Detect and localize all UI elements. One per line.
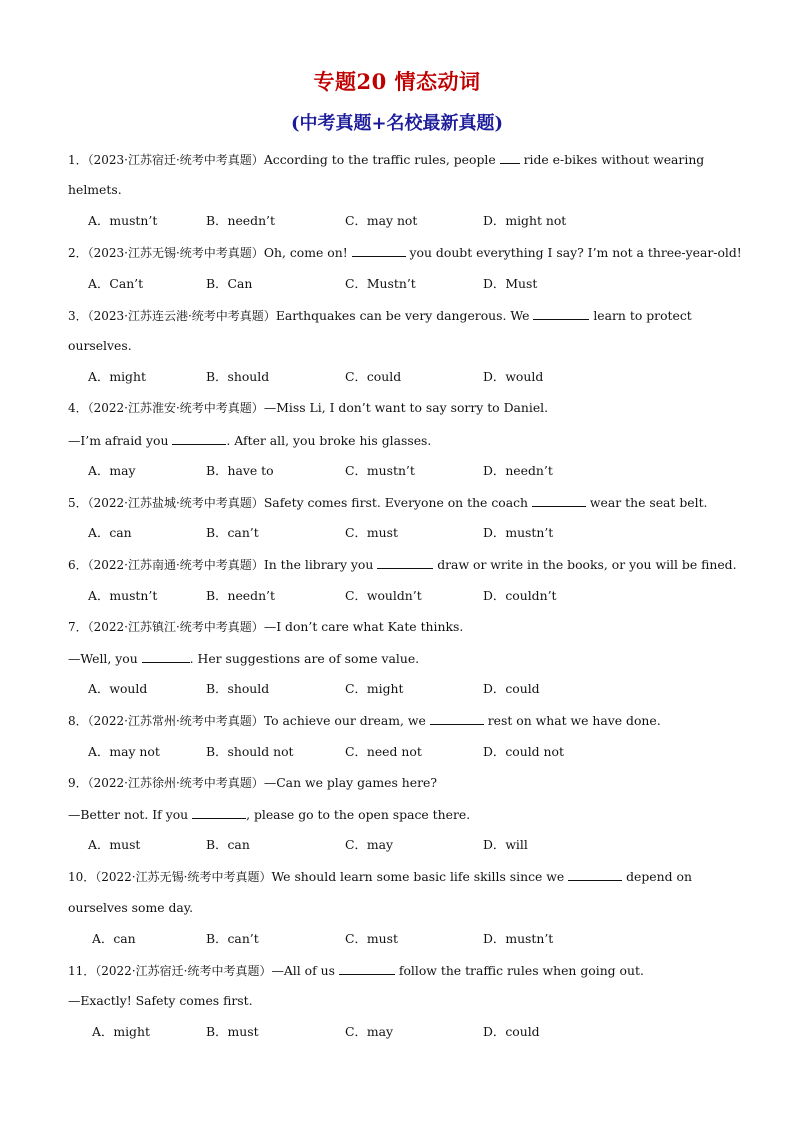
- question-source: 1．（2023·江苏宿迁·统考中考真题）: [68, 153, 264, 167]
- answer-blank: [430, 712, 484, 725]
- answer-blank: [339, 962, 395, 975]
- question-1-option-a: A．mustn’t: [88, 213, 158, 228]
- question-6-option-d: D．couldn’t: [483, 588, 557, 603]
- question-10-stem-cont: ourselves some day.: [68, 900, 194, 915]
- answer-blank: [192, 806, 246, 819]
- answer-blank: [533, 307, 589, 320]
- question-5-option-c: C．must: [345, 525, 398, 540]
- question-6-option-b: B．needn’t: [206, 588, 275, 603]
- question-2-option-c: C．Mustn’t: [345, 276, 416, 291]
- question-10-option-b: B．can’t: [206, 931, 259, 946]
- question-4-option-b: B．have to: [206, 463, 274, 478]
- question-11-option-a: A．might: [92, 1024, 150, 1039]
- question-source: 8．（2022·江苏常州·统考中考真题）: [68, 714, 264, 728]
- answer-blank: [532, 494, 586, 507]
- question-8-option-a: A．may not: [88, 744, 160, 759]
- question-11-option-b: B．must: [206, 1024, 259, 1039]
- question-4-stem: 4．（2022·江苏淮安·统考中考真题）—Miss Li, I don’t want to say sorry to Daniel.: [68, 400, 549, 415]
- question-7-option-c: C．might: [345, 681, 404, 696]
- question-source: 2．（2023·江苏无锡·统考中考真题）: [68, 246, 264, 260]
- question-4-stem-cont: —I’m afraid you . After all, you broke his glasses.: [68, 433, 432, 448]
- question-8-option-c: C．need not: [345, 744, 422, 759]
- question-6-option-a: A．mustn’t: [88, 588, 158, 603]
- question-source: 11．（2022·江苏宿迁·统考中考真题）: [68, 964, 272, 978]
- question-10-option-d: D．mustn’t: [483, 931, 554, 946]
- question-2-stem: 2．（2023·江苏无锡·统考中考真题）Oh, come on! you doubt everything I say? I’m not a three-year-old!: [68, 245, 742, 260]
- question-source: 9．（2022·江苏徐州·统考中考真题）: [68, 776, 264, 790]
- answer-blank: [500, 151, 520, 164]
- question-1-stem: 1．（2023·江苏宿迁·统考中考真题）According to the traffic rules, people ride e-bikes without wearing: [68, 152, 705, 167]
- question-7-option-d: D．could: [483, 681, 540, 696]
- question-10-option-c: C．must: [345, 931, 398, 946]
- question-5-option-d: D．mustn’t: [483, 525, 554, 540]
- question-7-stem-cont: —Well, you . Her suggestions are of some value.: [68, 651, 420, 666]
- answer-blank: [377, 556, 433, 569]
- question-source: 4．（2022·江苏淮安·统考中考真题）: [68, 401, 264, 415]
- question-10-option-a: A．can: [92, 931, 136, 946]
- question-4-option-d: D．needn’t: [483, 463, 553, 478]
- question-10-stem: 10．（2022·江苏无锡·统考中考真题）We should learn some basic life skills since we depend on: [68, 869, 692, 884]
- question-1-stem-cont: helmets.: [68, 182, 122, 197]
- question-5-option-a: A．can: [88, 525, 132, 540]
- answer-blank: [568, 868, 622, 881]
- question-4-option-c: C．mustn’t: [345, 463, 415, 478]
- question-3-option-a: A．might: [88, 369, 146, 384]
- question-6-option-c: C．wouldn’t: [345, 588, 422, 603]
- question-1-option-b: B．needn’t: [206, 213, 275, 228]
- question-11-stem-cont: —Exactly! Safety comes first.: [68, 993, 253, 1008]
- question-source: 10．（2022·江苏无锡·统考中考真题）: [68, 870, 272, 884]
- question-9-option-b: B．can: [206, 837, 250, 852]
- question-9-stem-cont: —Better not. If you , please go to the open space there.: [68, 807, 471, 822]
- question-2-option-a: A．Can’t: [88, 276, 144, 291]
- page-subtitle: (中考真题+名校最新真题): [290, 113, 504, 134]
- answer-blank: [352, 244, 406, 257]
- question-9-option-d: D．will: [483, 837, 528, 852]
- question-8-stem: 8．（2022·江苏常州·统考中考真题）To achieve our dream, we rest on what we have done.: [68, 713, 661, 728]
- question-5-option-b: B．can’t: [206, 525, 259, 540]
- question-1-option-c: C．may not: [345, 213, 418, 228]
- question-11-option-c: C．may: [345, 1024, 394, 1039]
- question-3-stem: 3．（2023·江苏连云港·统考中考真题）Earthquakes can be very dangerous. We learn to protect: [68, 308, 692, 323]
- question-8-option-d: D．could not: [483, 744, 564, 759]
- question-7-stem: 7．（2022·江苏镇江·统考中考真题）—I don’t care what Kate thinks.: [68, 619, 464, 634]
- answer-blank: [172, 432, 226, 445]
- question-8-option-b: B．should not: [206, 744, 294, 759]
- question-2-option-d: D．Must: [483, 276, 538, 291]
- question-3-option-b: B．should: [206, 369, 270, 384]
- answer-blank: [142, 650, 190, 663]
- question-5-stem: 5．（2022·江苏盐城·统考中考真题）Safety comes first. Everyone on the coach wear the seat belt.: [68, 495, 708, 510]
- question-3-option-d: D．would: [483, 369, 544, 384]
- question-3-option-c: C．could: [345, 369, 402, 384]
- question-1-option-d: D．might not: [483, 213, 567, 228]
- question-3-stem-cont: ourselves.: [68, 338, 132, 353]
- question-2-option-b: B．Can: [206, 276, 253, 291]
- question-source: 5．（2022·江苏盐城·统考中考真题）: [68, 496, 264, 510]
- question-9-stem: 9．（2022·江苏徐州·统考中考真题）—Can we play games here?: [68, 775, 437, 790]
- question-4-option-a: A．may: [88, 463, 136, 478]
- question-11-option-d: D．could: [483, 1024, 540, 1039]
- question-7-option-a: A．would: [88, 681, 148, 696]
- question-6-stem: 6．（2022·江苏南通·统考中考真题）In the library you draw or write in the books, or you will be fined.: [68, 557, 737, 572]
- question-7-option-b: B．should: [206, 681, 270, 696]
- page-title: 专题20 情态动词: [313, 69, 481, 94]
- question-source: 6．（2022·江苏南通·统考中考真题）: [68, 558, 264, 572]
- question-source: 3．（2023·江苏连云港·统考中考真题）: [68, 309, 276, 323]
- question-9-option-a: A．must: [88, 837, 141, 852]
- question-9-option-c: C．may: [345, 837, 394, 852]
- question-source: 7．（2022·江苏镇江·统考中考真题）: [68, 620, 264, 634]
- question-11-stem: 11．（2022·江苏宿迁·统考中考真题）—All of us follow the traffic rules when going out.: [68, 963, 644, 978]
